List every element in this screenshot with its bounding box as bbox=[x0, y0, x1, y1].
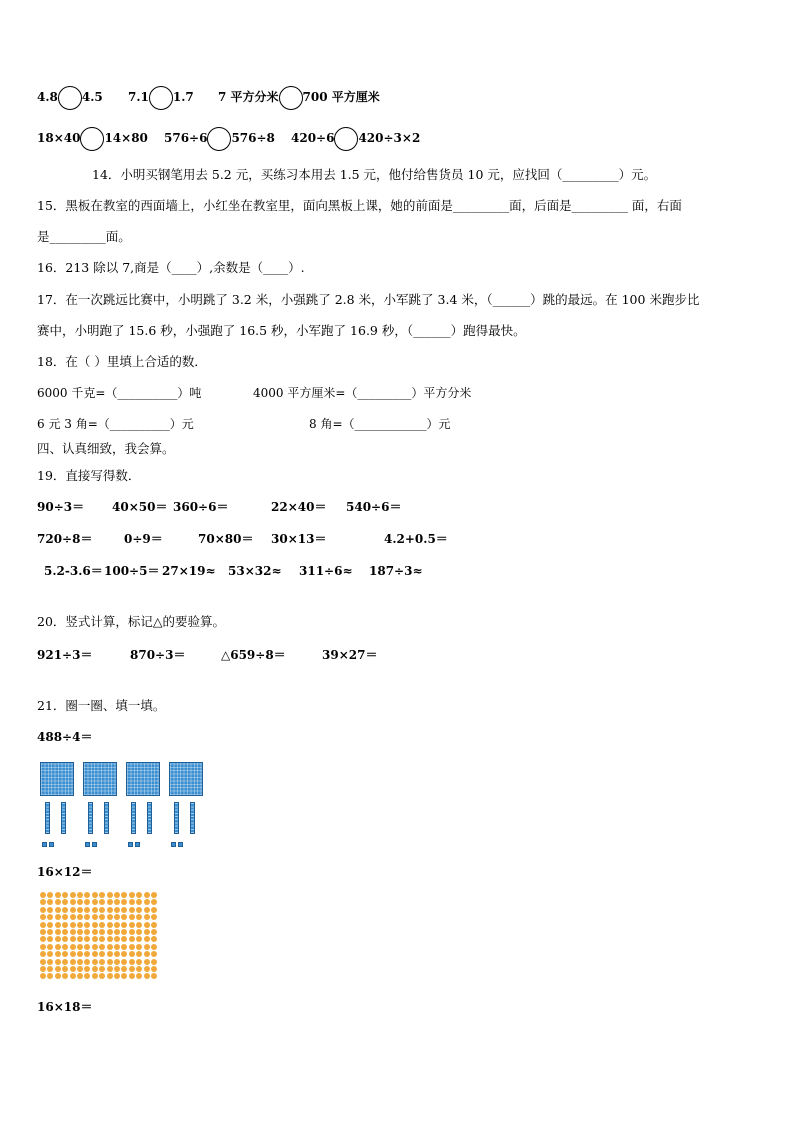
dot bbox=[144, 914, 150, 920]
dot bbox=[47, 944, 53, 950]
dot bbox=[151, 936, 157, 942]
compare-left-3: 7 平方分米 bbox=[218, 90, 279, 104]
dot bbox=[40, 973, 46, 979]
q18-item-3: 6 元 3 角=（__________）元 bbox=[37, 417, 194, 431]
dot bbox=[40, 936, 46, 942]
dot bbox=[114, 951, 120, 957]
q19-r3-1: 5.2-3.6＝ bbox=[44, 564, 103, 578]
dot bbox=[40, 959, 46, 965]
dot bbox=[144, 951, 150, 957]
dot bbox=[55, 929, 61, 935]
dot bbox=[151, 892, 157, 898]
one-cube bbox=[171, 842, 176, 847]
dot bbox=[70, 899, 76, 905]
dot bbox=[136, 936, 142, 942]
dot bbox=[84, 914, 90, 920]
q18-item-2: 4000 平方厘米=（_________）平方分米 bbox=[253, 386, 472, 400]
dot bbox=[121, 966, 127, 972]
dot bbox=[40, 907, 46, 913]
dot bbox=[84, 907, 90, 913]
dot bbox=[107, 951, 113, 957]
dot bbox=[84, 973, 90, 979]
dot bbox=[114, 922, 120, 928]
dot bbox=[114, 899, 120, 905]
one-cube bbox=[92, 842, 97, 847]
compare-left-2: 7.1 bbox=[128, 90, 149, 104]
ten-rod bbox=[88, 802, 93, 834]
q19-r1-4: 22×40＝ bbox=[271, 500, 327, 514]
q19-r3-6: 187÷3≈ bbox=[369, 564, 423, 578]
q21-expr-c: 16×18＝ bbox=[37, 1000, 93, 1014]
dot bbox=[121, 892, 127, 898]
dot bbox=[84, 892, 90, 898]
one-cube bbox=[42, 842, 47, 847]
dot bbox=[114, 959, 120, 965]
dot bbox=[151, 973, 157, 979]
question-17-line-2: 赛中，小明跑了 15.6 秒，小强跑了 16.5 秒，小军跑了 16.9 秒，（______）跑得最快。 bbox=[37, 323, 526, 338]
dot bbox=[114, 966, 120, 972]
dot bbox=[107, 907, 113, 913]
dot bbox=[70, 966, 76, 972]
compare-right-3: 700 平方厘米 bbox=[302, 90, 380, 104]
dot bbox=[47, 899, 53, 905]
dot bbox=[84, 959, 90, 965]
dot bbox=[62, 914, 68, 920]
dot bbox=[47, 892, 53, 898]
dot bbox=[55, 892, 61, 898]
one-cube bbox=[128, 842, 133, 847]
dot bbox=[136, 907, 142, 913]
dot bbox=[136, 899, 142, 905]
dot bbox=[92, 899, 98, 905]
dot bbox=[62, 973, 68, 979]
dot bbox=[107, 899, 113, 905]
dot bbox=[129, 936, 135, 942]
dot bbox=[107, 973, 113, 979]
dot bbox=[77, 959, 83, 965]
dot bbox=[62, 922, 68, 928]
dot bbox=[40, 966, 46, 972]
dot bbox=[114, 907, 120, 913]
dot bbox=[55, 914, 61, 920]
dot bbox=[121, 973, 127, 979]
dot bbox=[77, 899, 83, 905]
q19-r2-1: 720÷8＝ bbox=[37, 532, 93, 546]
answer-circle[interactable] bbox=[279, 86, 303, 110]
dot bbox=[47, 936, 53, 942]
hundred-block bbox=[40, 762, 74, 796]
dot bbox=[121, 899, 127, 905]
dot bbox=[70, 936, 76, 942]
dot bbox=[40, 922, 46, 928]
dot bbox=[114, 973, 120, 979]
dot bbox=[77, 929, 83, 935]
question-20: 20．竖式计算，标记△的要验算。 bbox=[37, 614, 226, 629]
dot bbox=[55, 907, 61, 913]
dot bbox=[114, 936, 120, 942]
dot bbox=[40, 929, 46, 935]
dot bbox=[62, 899, 68, 905]
compare-row-1c bbox=[218, 85, 380, 110]
q19-r1-3: 360÷6＝ bbox=[173, 500, 229, 514]
q19-r1-1: 90÷3＝ bbox=[37, 500, 85, 514]
dot bbox=[129, 944, 135, 950]
ten-rod bbox=[104, 802, 109, 834]
dot bbox=[62, 951, 68, 957]
dot bbox=[77, 907, 83, 913]
dot bbox=[129, 892, 135, 898]
dot bbox=[92, 951, 98, 957]
dot-array bbox=[40, 892, 160, 980]
dot bbox=[151, 914, 157, 920]
dot bbox=[99, 951, 105, 957]
dot bbox=[77, 936, 83, 942]
question-19: 19．直接写得数． bbox=[37, 468, 141, 483]
dot bbox=[77, 944, 83, 950]
dot bbox=[92, 929, 98, 935]
dot bbox=[151, 899, 157, 905]
q19-r3-5: 311÷6≈ bbox=[299, 564, 353, 578]
dot bbox=[62, 892, 68, 898]
ten-rod bbox=[147, 802, 152, 834]
dot bbox=[55, 951, 61, 957]
dot bbox=[70, 914, 76, 920]
answer-circle[interactable] bbox=[58, 86, 82, 110]
q19-r3-3: 27×19≈ bbox=[162, 564, 216, 578]
compare-left-4: 18×40 bbox=[37, 131, 81, 145]
dot bbox=[92, 922, 98, 928]
compare-right-2: 1.7 bbox=[172, 90, 194, 104]
dot bbox=[121, 929, 127, 935]
dot bbox=[151, 929, 157, 935]
dot bbox=[47, 959, 53, 965]
dot bbox=[40, 892, 46, 898]
dot bbox=[92, 914, 98, 920]
ten-rod bbox=[131, 802, 136, 834]
dot bbox=[151, 966, 157, 972]
compare-row-1 bbox=[37, 85, 103, 110]
q19-r2-5: 4.2+0.5＝ bbox=[384, 532, 448, 546]
compare-left-1: 4.8 bbox=[37, 90, 58, 104]
answer-circle[interactable] bbox=[80, 127, 104, 151]
dot bbox=[99, 973, 105, 979]
q20-item-4: 39×27＝ bbox=[322, 648, 378, 662]
dot bbox=[55, 936, 61, 942]
dot bbox=[136, 951, 142, 957]
dot bbox=[84, 966, 90, 972]
dot bbox=[99, 966, 105, 972]
dot bbox=[129, 914, 135, 920]
base-ten-blocks bbox=[40, 762, 210, 852]
dot bbox=[121, 944, 127, 950]
question-21: 21．圈一圈、填一填。 bbox=[37, 698, 166, 713]
dot bbox=[84, 922, 90, 928]
ten-rod bbox=[174, 802, 179, 834]
dot bbox=[107, 959, 113, 965]
dot bbox=[99, 899, 105, 905]
dot bbox=[84, 944, 90, 950]
dot bbox=[77, 922, 83, 928]
dot bbox=[129, 973, 135, 979]
q18-item-4: 8 角=（____________）元 bbox=[309, 417, 451, 431]
dot bbox=[144, 966, 150, 972]
one-cube bbox=[135, 842, 140, 847]
dot bbox=[151, 907, 157, 913]
dot bbox=[47, 973, 53, 979]
dot bbox=[129, 951, 135, 957]
ten-rod bbox=[61, 802, 66, 834]
dot bbox=[92, 973, 98, 979]
dot bbox=[136, 892, 142, 898]
dot bbox=[92, 907, 98, 913]
dot bbox=[114, 929, 120, 935]
dot bbox=[84, 936, 90, 942]
q21-expr-a: 488÷4＝ bbox=[37, 730, 93, 744]
dot bbox=[151, 944, 157, 950]
dot bbox=[55, 944, 61, 950]
dot bbox=[144, 899, 150, 905]
q18-item-1: 6000 千克=（__________）吨 bbox=[37, 386, 202, 400]
compare-right-1: 4.5 bbox=[81, 90, 103, 104]
dot bbox=[151, 922, 157, 928]
dot bbox=[99, 959, 105, 965]
dot bbox=[47, 966, 53, 972]
dot bbox=[136, 929, 142, 935]
one-cube bbox=[178, 842, 183, 847]
dot bbox=[144, 907, 150, 913]
hundred-block bbox=[126, 762, 160, 796]
dot bbox=[144, 959, 150, 965]
dot bbox=[55, 973, 61, 979]
one-cube bbox=[85, 842, 90, 847]
dot bbox=[121, 907, 127, 913]
compare-row-2 bbox=[37, 126, 148, 151]
q21-expr-b: 16×12＝ bbox=[37, 865, 93, 879]
section-4-heading: 四、认真细致，我会算。 bbox=[37, 441, 175, 456]
q19-r2-4: 30×13＝ bbox=[271, 532, 327, 546]
dot bbox=[107, 936, 113, 942]
dot bbox=[70, 892, 76, 898]
q19-r1-2: 40×50＝ bbox=[112, 500, 168, 514]
dot bbox=[99, 907, 105, 913]
dot bbox=[40, 951, 46, 957]
dot bbox=[136, 959, 142, 965]
dot bbox=[107, 929, 113, 935]
dot bbox=[107, 892, 113, 898]
dot bbox=[62, 944, 68, 950]
dot bbox=[129, 966, 135, 972]
dot bbox=[70, 907, 76, 913]
dot bbox=[129, 899, 135, 905]
dot bbox=[99, 892, 105, 898]
dot bbox=[47, 907, 53, 913]
dot bbox=[151, 951, 157, 957]
dot bbox=[77, 973, 83, 979]
dot bbox=[129, 959, 135, 965]
dot bbox=[114, 892, 120, 898]
dot bbox=[55, 966, 61, 972]
dot bbox=[62, 907, 68, 913]
dot bbox=[55, 922, 61, 928]
compare-left-5: 576÷6 bbox=[164, 131, 208, 145]
dot bbox=[77, 951, 83, 957]
dot bbox=[114, 944, 120, 950]
dot bbox=[129, 907, 135, 913]
dot bbox=[136, 973, 142, 979]
dot bbox=[92, 959, 98, 965]
dot bbox=[92, 944, 98, 950]
dot bbox=[62, 959, 68, 965]
dot bbox=[144, 929, 150, 935]
dot bbox=[92, 936, 98, 942]
dot bbox=[144, 944, 150, 950]
answer-circle[interactable] bbox=[149, 86, 173, 110]
question-14: 14．小明买钢笔用去 5.2 元，买练习本用去 1.5 元，他付给售货员 10 元，应找回（_________）元。 bbox=[92, 167, 657, 182]
dot bbox=[129, 929, 135, 935]
dot bbox=[47, 929, 53, 935]
dot bbox=[107, 944, 113, 950]
dot bbox=[99, 936, 105, 942]
question-15-line-1: 15．黑板在教室的西面墙上，小红坐在教室里，面向黑板上课，她的前面是_________面，后面是_________ 面，右面 bbox=[37, 198, 682, 213]
dot bbox=[136, 922, 142, 928]
q19-r2-2: 0÷9＝ bbox=[124, 532, 163, 546]
dot bbox=[136, 944, 142, 950]
dot bbox=[47, 951, 53, 957]
dot bbox=[99, 929, 105, 935]
dot bbox=[84, 899, 90, 905]
q19-r2-3: 70×80＝ bbox=[198, 532, 254, 546]
dot bbox=[77, 966, 83, 972]
dot bbox=[70, 929, 76, 935]
dot bbox=[84, 929, 90, 935]
dot bbox=[107, 922, 113, 928]
dot bbox=[40, 944, 46, 950]
dot bbox=[70, 951, 76, 957]
dot bbox=[151, 959, 157, 965]
dot bbox=[92, 892, 98, 898]
dot bbox=[77, 914, 83, 920]
q19-r3-2: 100÷5＝ bbox=[104, 564, 160, 578]
dot bbox=[55, 959, 61, 965]
dot bbox=[129, 922, 135, 928]
compare-right-4: 14×80 bbox=[104, 131, 148, 145]
dot bbox=[144, 922, 150, 928]
dot bbox=[70, 944, 76, 950]
ten-rod bbox=[190, 802, 195, 834]
q20-item-1: 921÷3＝ bbox=[37, 648, 93, 662]
dot bbox=[121, 959, 127, 965]
answer-circle[interactable] bbox=[207, 127, 231, 151]
compare-left-6: 420÷6 bbox=[291, 131, 335, 145]
question-16: 16．213 除以 7,商是（____）,余数是（____）. bbox=[37, 260, 305, 275]
dot bbox=[47, 922, 53, 928]
dot bbox=[92, 966, 98, 972]
dot bbox=[121, 922, 127, 928]
dot bbox=[70, 973, 76, 979]
compare-row-2c bbox=[291, 126, 420, 151]
dot bbox=[62, 936, 68, 942]
question-15-line-2: 是_________面。 bbox=[37, 229, 131, 244]
hundred-block bbox=[169, 762, 203, 796]
dot bbox=[144, 936, 150, 942]
dot bbox=[55, 899, 61, 905]
compare-row-1b bbox=[128, 85, 194, 110]
q19-r3-4: 53×32≈ bbox=[228, 564, 282, 578]
dot bbox=[144, 973, 150, 979]
dot bbox=[107, 914, 113, 920]
dot bbox=[99, 914, 105, 920]
q20-item-3: △659÷8＝ bbox=[221, 648, 286, 662]
dot bbox=[121, 951, 127, 957]
dot bbox=[47, 914, 53, 920]
dot bbox=[121, 936, 127, 942]
question-17-line-1: 17．在一次跳远比赛中，小明跳了 3.2 米，小强跳了 2.8 米，小军跳了 3.4 米，（______）跳的最远。在 100 米跑步比 bbox=[37, 292, 700, 307]
dot bbox=[62, 929, 68, 935]
compare-right-5: 576÷8 bbox=[231, 131, 275, 145]
compare-right-6: 420÷3×2 bbox=[358, 131, 421, 145]
hundred-block bbox=[83, 762, 117, 796]
dot bbox=[84, 951, 90, 957]
ten-rod bbox=[45, 802, 50, 834]
dot bbox=[40, 899, 46, 905]
dot bbox=[114, 914, 120, 920]
answer-circle[interactable] bbox=[334, 127, 358, 151]
dot bbox=[99, 922, 105, 928]
q20-item-2: 870÷3＝ bbox=[130, 648, 186, 662]
dot bbox=[70, 959, 76, 965]
dot bbox=[107, 966, 113, 972]
compare-row-2b bbox=[164, 126, 275, 151]
dot bbox=[62, 966, 68, 972]
dot bbox=[144, 892, 150, 898]
dot bbox=[70, 922, 76, 928]
dot bbox=[121, 914, 127, 920]
dot bbox=[136, 914, 142, 920]
dot bbox=[136, 966, 142, 972]
question-18: 18．在（ ）里填上合适的数． bbox=[37, 354, 207, 369]
dot bbox=[99, 944, 105, 950]
one-cube bbox=[49, 842, 54, 847]
q19-r1-5: 540÷6＝ bbox=[346, 500, 402, 514]
dot bbox=[77, 892, 83, 898]
dot bbox=[40, 914, 46, 920]
